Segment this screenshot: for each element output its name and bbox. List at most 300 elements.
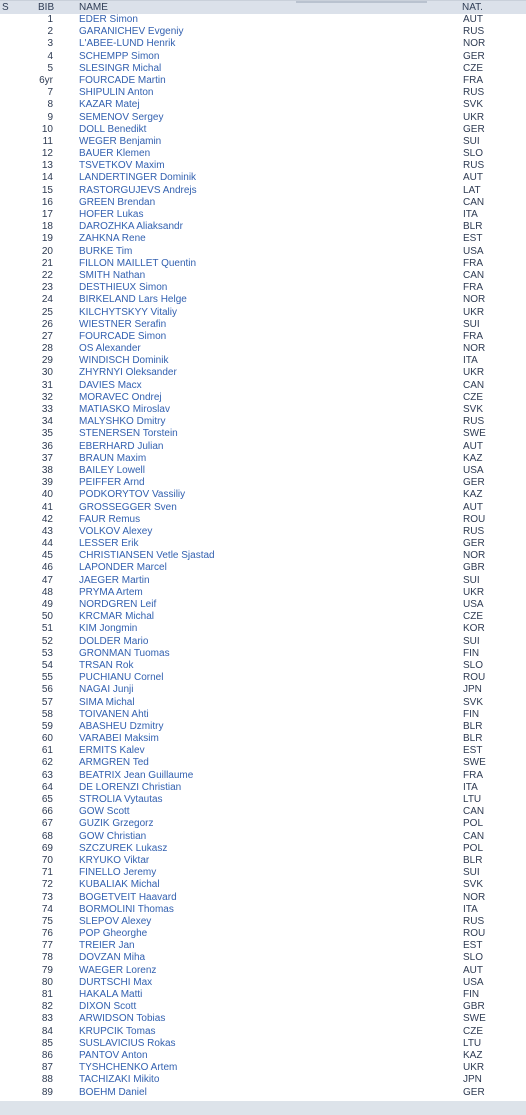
athlete-name-link[interactable]: BAILEY Lowell [79,464,145,476]
nation-cell: FIN [463,708,480,720]
bib-cell: 37 [41,452,53,464]
athlete-name-link[interactable]: FILLON MAILLET Quentin [79,257,197,269]
nation-cell: ROU [463,672,486,684]
table-row [0,855,526,867]
bib-cell: 39 [41,477,53,489]
nation-cell: JPN [463,1074,482,1086]
athlete-name-link[interactable]: DAVIES Macx [79,379,142,391]
athlete-name-link[interactable]: GRONMAN Tuomas [79,647,170,659]
nation-cell: LTU [463,794,482,805]
athlete-name-link[interactable]: FINELLO Jeremy [79,867,157,879]
bib-cell: 14 [41,172,53,184]
nation-cell: NOR [463,343,486,355]
bib-cell: 75 [41,915,53,927]
table-row [0,355,526,367]
bib-cell: 57 [41,696,53,708]
bib-cell: 43 [41,525,53,537]
athlete-name-link[interactable]: ARMGREN Ted [79,757,149,769]
nation-cell: USA [463,245,484,257]
bib-cell: 10 [41,123,53,135]
athlete-name-link[interactable]: RASTORGUJEVS Andrejs [79,184,197,196]
table-row [0,233,526,245]
nation-cell: SVK [463,99,484,111]
footer-bar [0,1101,526,1115]
bib-cell: 66 [41,806,53,818]
nation-cell: POL [463,818,484,830]
athlete-name-link[interactable]: KAZAR Matej [79,99,140,111]
bib-cell: 24 [41,294,53,306]
athlete-name-link[interactable]: PANTOV Anton [79,1049,148,1061]
athlete-name-link[interactable]: STROLIA Vytautas [79,794,163,805]
athlete-name-link[interactable]: ZAHKNA Rene [79,233,146,245]
nation-cell: BLR [463,854,483,866]
bib-cell: 4 [47,50,53,62]
table-row [0,611,526,623]
table-row [0,428,526,440]
table-row [0,465,526,477]
bib-cell: 81 [41,989,53,1000]
athlete-name-link[interactable]: FOURCADE Martin [79,74,166,86]
bib-cell: 19 [41,233,53,245]
athlete-name-link[interactable]: OS Alexander [79,343,141,355]
nation-cell: SLO [463,952,484,964]
athlete-name-link[interactable]: GREEN Brendan [79,196,156,208]
table-row [0,502,526,514]
nation-cell: FRA [463,257,483,269]
table-row [0,380,526,392]
nation-cell: CZE [463,62,483,74]
nation-cell: BLR [463,733,483,745]
bib-cell: 40 [41,489,53,501]
column-header-s[interactable]: S [2,2,9,13]
athlete-name-link[interactable]: DOLL Benedikt [79,123,147,135]
bib-cell: 51 [41,623,53,635]
bib-cell: 77 [41,940,53,952]
table-row [0,1087,526,1099]
bib-cell: 48 [41,586,53,598]
bib-cell: 35 [41,428,53,440]
table-row [0,270,526,282]
athlete-name-link[interactable]: KILCHYTSKYY Vitaliy [79,306,178,318]
bib-cell: 22 [41,269,53,281]
table-row [0,989,526,1001]
bib-cell: 74 [41,903,53,915]
table-row [0,794,526,806]
nation-cell: GBR [463,1001,485,1013]
athlete-name-link[interactable]: NORDGREN Leif [79,599,157,610]
nation-cell: SVK [463,879,484,891]
bib-cell: 34 [41,416,53,428]
nation-cell: LAT [463,184,481,196]
bib-cell: 55 [41,672,53,684]
athlete-name-link[interactable]: BAUER Klemen [79,148,151,160]
bib-cell: 54 [41,659,53,671]
table-row [0,514,526,526]
athlete-name-link[interactable]: EBERHARD Julian [79,440,164,452]
athlete-name-link[interactable]: WIESTNER Serafin [79,318,167,330]
athlete-name-link[interactable]: SIMA Michal [79,696,135,708]
nation-cell: SLO [463,659,484,671]
athlete-name-link[interactable]: ERMITS Kalev [79,745,145,757]
table-row [0,623,526,635]
nation-cell: NOR [463,294,486,306]
table-row [0,550,526,562]
table-row [0,818,526,830]
athlete-name-link[interactable]: TYSHCHENKO Artem [79,1062,178,1074]
nation-cell: AUT [463,501,483,513]
athlete-name-link[interactable]: MALYSHKO Dmitry [79,416,166,428]
table-row [0,636,526,648]
nation-cell: UKR [463,367,485,379]
nation-cell: ITA [463,355,478,367]
table-row [0,684,526,696]
nation-cell: EST [463,233,483,245]
athlete-name-link[interactable]: GARANICHEV Evgeniy [79,26,184,38]
nation-cell: AUT [463,14,483,25]
bib-cell: 60 [41,733,53,745]
bib-cell: 52 [41,635,53,647]
athlete-name-link[interactable]: DAROZHKA Aliaksandr [79,221,183,233]
bib-cell: 71 [41,867,53,879]
table-row [0,1038,526,1050]
athlete-name-link[interactable]: BOEHM Daniel [79,1086,147,1098]
athlete-name-link[interactable]: VOLKOV Alexey [79,525,153,537]
table-row [0,965,526,977]
bib-cell: 8 [47,99,53,111]
athlete-name-link[interactable]: BRAUN Maxim [79,452,147,464]
bib-cell: 53 [41,647,53,659]
athlete-name-link[interactable]: VARABEI Maksim [79,733,159,745]
table-row [0,294,526,306]
table-row [0,1074,526,1086]
athlete-name-link[interactable]: JAEGER Martin [79,574,150,586]
table-row [0,392,526,404]
nation-cell: ITA [463,781,478,793]
athlete-name-link[interactable]: SCHEMPP Simon [79,50,160,62]
bib-cell: 58 [41,708,53,720]
nation-cell: CZE [463,1025,483,1037]
athlete-name-link[interactable]: SZCZUREK Lukasz [79,842,168,854]
table-row [0,660,526,672]
nation-cell: GER [463,477,485,489]
nation-cell: LTU [463,1037,482,1049]
nation-cell: USA [463,599,484,610]
table-row [0,38,526,50]
nation-cell: SUI [463,867,480,879]
athlete-name-link[interactable]: GROSSEGGER Sven [79,501,177,513]
nation-cell: SWE [463,757,486,769]
nation-cell: EST [463,745,483,757]
athlete-name-link[interactable]: TACHIZAKI Mikito [79,1074,160,1086]
athlete-name-link[interactable]: KUBALIAK Michal [79,879,160,891]
athlete-name-link[interactable]: SLEPOV Alexey [79,915,152,927]
bib-cell: 23 [41,282,53,294]
athlete-name-link[interactable]: SUSLAVICIUS Rokas [79,1037,176,1049]
table-row [0,441,526,453]
nation-cell: POL [463,842,484,854]
athlete-name-link[interactable]: SLESINGR Michal [79,62,162,74]
bib-cell: 79 [41,964,53,976]
athlete-name-link[interactable]: SHIPULIN Anton [79,87,154,99]
nation-cell: RUS [463,160,485,172]
athlete-name-link[interactable]: SEMENOV Sergey [79,111,164,123]
table-row [0,258,526,270]
nation-cell: SWE [463,1013,486,1025]
table-row [0,75,526,87]
bib-cell: 88 [41,1074,53,1086]
nation-cell: ROU [463,513,486,525]
bib-cell: 29 [41,355,53,367]
table-row [0,453,526,465]
bib-cell: 61 [41,745,53,757]
table-row [0,977,526,989]
bib-cell: 49 [41,599,53,610]
athlete-name-link[interactable]: BORMOLINI Thomas [79,903,174,915]
athlete-name-link[interactable]: ABASHEU Dzmitry [79,720,164,732]
nation-cell: AUT [463,172,483,184]
athlete-name-link[interactable]: ARWIDSON Tobias [79,1013,166,1025]
nation-cell: USA [463,976,484,988]
header-tab-indicator [296,1,427,3]
bib-cell: 86 [41,1049,53,1061]
athlete-name-link[interactable]: KRUPCIK Tomas [79,1025,156,1037]
bib-cell: 30 [41,367,53,379]
bib-cell: 56 [41,684,53,696]
table-row [0,51,526,63]
table-row [0,648,526,660]
bib-cell: 1 [47,14,53,25]
bib-cell: 65 [41,794,53,805]
bib-cell: 2 [47,26,53,38]
athlete-name-link[interactable]: DIXON Scott [79,1001,137,1013]
table-row [0,221,526,233]
table-row [0,721,526,733]
bib-cell: 18 [41,221,53,233]
nation-cell: NOR [463,550,486,562]
bib-cell: 62 [41,757,53,769]
bib-cell: 11 [42,135,53,147]
table-row [0,185,526,197]
nation-cell: KAZ [463,452,483,464]
athlete-name-link[interactable]: BEATRIX Jean Guillaume [79,769,194,781]
athlete-name-link[interactable]: FAUR Remus [79,513,141,525]
nation-cell: RUS [463,26,485,38]
table-row [0,14,526,26]
bib-cell: 50 [41,611,53,623]
bib-cell: 15 [41,184,53,196]
nation-cell: FRA [463,330,483,342]
nation-cell: FRA [463,282,483,294]
athlete-name-link[interactable]: LESSER Erik [79,538,139,550]
table-row [0,843,526,855]
nation-cell: CAN [463,806,485,818]
athlete-name-link[interactable]: HAKALA Matti [79,989,143,1000]
column-header-bib[interactable]: BIB [38,2,55,13]
athlete-name-link[interactable]: HOFER Lukas [79,209,144,220]
bib-cell: 85 [41,1037,53,1049]
column-header-nat[interactable]: NAT. [462,2,483,13]
bib-cell: 45 [41,550,53,562]
table-row [0,477,526,489]
athlete-name-link[interactable]: PODKORYTOV Vassiliy [79,489,186,501]
table-row [0,99,526,111]
athlete-name-link[interactable]: TRSAN Rok [79,659,134,671]
column-header-name[interactable]: NAME [79,2,108,13]
athlete-name-link[interactable]: WEGER Benjamin [79,135,162,147]
table-row [0,367,526,379]
athlete-name-link[interactable]: TREIER Jan [79,940,135,952]
nation-cell: UKR [463,1062,485,1074]
nation-cell: RUS [463,416,485,428]
table-row [0,282,526,294]
athlete-name-link[interactable]: WINDISCH Dominik [79,355,169,367]
bib-cell: 28 [41,343,53,355]
table-row [0,1013,526,1025]
athlete-name-link[interactable]: POP Gheorghe [79,928,148,940]
table-row [0,672,526,684]
bib-cell: 13 [41,160,53,172]
nation-cell: CAN [463,196,485,208]
athlete-name-link[interactable]: DE LORENZI Christian [79,781,182,793]
nation-cell: USA [463,464,484,476]
bib-cell: 38 [41,464,53,476]
nation-cell: NOR [463,38,486,50]
table-row [0,709,526,721]
table-row [0,1026,526,1038]
bib-cell: 20 [41,245,53,257]
bib-cell: 5 [47,62,53,74]
bib-cell: 89 [41,1086,53,1098]
athlete-name-link[interactable]: DURTSCHI Max [79,976,153,988]
bib-cell: 84 [41,1025,53,1037]
athlete-name-link[interactable]: ZHYRNYI Oleksander [79,367,177,379]
athlete-name-link[interactable]: LAPONDER Marcel [79,562,167,574]
athlete-name-link[interactable]: PRYMA Artem [79,586,143,598]
nation-cell: GER [463,538,485,550]
athlete-name-link[interactable]: WAEGER Lorenz [79,964,157,976]
table-row [0,697,526,709]
bib-cell: 83 [41,1013,53,1025]
bib-cell: 16 [41,196,53,208]
athlete-name-link[interactable]: SMITH Nathan [79,269,146,281]
athlete-name-link[interactable]: GOW Christian [79,830,147,842]
athlete-name-link[interactable]: BURKE Tim [79,245,133,257]
nation-cell: SWE [463,428,486,440]
nation-cell: GBR [463,562,485,574]
table-row [0,136,526,148]
athlete-name-link[interactable]: NAGAI Junji [79,684,134,696]
table-row [0,87,526,99]
nation-cell: CZE [463,611,483,623]
nation-cell: UKR [463,111,485,123]
athlete-name-link[interactable]: MORAVEC Ondrej [79,391,162,403]
table-row [0,1062,526,1074]
nation-cell: SUI [463,135,480,147]
athlete-name-link[interactable]: LANDERTINGER Dominik [79,172,197,184]
nation-cell: ROU [463,928,486,940]
bib-cell: 21 [41,257,53,269]
table-row [0,246,526,258]
nation-cell: AUT [463,440,483,452]
bib-cell: 17 [41,209,53,220]
bib-cell: 47 [41,574,53,586]
table-row [0,952,526,964]
bib-cell: 78 [41,952,53,964]
nation-cell: UKR [463,306,485,318]
table-row [0,587,526,599]
bib-cell: 12 [41,148,53,160]
athlete-name-link[interactable]: DOVZAN Miha [79,952,146,964]
nation-cell: UKR [463,586,485,598]
table-row [0,879,526,891]
athlete-name-link[interactable]: EDER Simon [79,14,138,25]
athlete-name-link[interactable]: PEIFFER Arnd [79,477,145,489]
athlete-name-link[interactable]: GUZIK Grzegorz [79,818,154,830]
table-row [0,526,526,538]
athlete-name-link[interactable]: L'ABEE-LUND Henrik [79,38,176,50]
athlete-name-link[interactable]: FOURCADE Simon [79,330,167,342]
nation-cell: GER [463,1086,485,1098]
nation-cell: CAN [463,830,485,842]
athlete-name-link[interactable]: BIRKELAND Lars Helge [79,294,187,306]
nation-cell: FIN [463,647,480,659]
athlete-name-link[interactable]: DOLDER Mario [79,635,149,647]
bib-cell: 27 [41,330,53,342]
table-row [0,416,526,428]
nation-cell: FRA [463,74,483,86]
table-row [0,916,526,928]
nation-cell: CAN [463,269,485,281]
athlete-name-link[interactable]: STENERSEN Torstein [79,428,178,440]
table-row [0,307,526,319]
athlete-name-link[interactable]: KRCMAR Michal [79,611,155,623]
athlete-name-link[interactable]: KIM Jongmin [79,623,138,635]
athlete-name-link[interactable]: CHRISTIANSEN Vetle Sjastad [79,550,215,562]
table-row [0,63,526,75]
table-header [0,0,526,14]
nation-cell: EST [463,940,483,952]
nation-cell: FIN [463,989,480,1000]
athlete-name-link[interactable]: BOGETVEIT Haavard [79,891,177,903]
athlete-name-link[interactable]: DESTHIEUX Simon [79,282,168,294]
athlete-name-link[interactable]: TOIVANEN Ahti [79,708,149,720]
bib-cell: 44 [41,538,53,550]
nation-cell: KAZ [463,1049,483,1061]
table-row [0,197,526,209]
athlete-name-link[interactable]: KRYUKO Viktar [79,854,150,866]
bib-cell: 70 [41,854,53,866]
nation-cell: JPN [463,684,482,696]
nation-cell: KAZ [463,489,483,501]
table-row [0,1001,526,1013]
table-row [0,26,526,38]
table-row [0,209,526,221]
nation-cell: KOR [463,623,485,635]
athlete-name-link[interactable]: TSVETKOV Maxim [79,160,165,172]
table-row [0,331,526,343]
table-row [0,867,526,879]
table-row [0,782,526,794]
nation-cell: CAN [463,379,485,391]
bib-cell: 76 [41,928,53,940]
athlete-name-link[interactable]: PUCHIANU Cornel [79,672,164,684]
athlete-name-link[interactable]: MATIASKO Miroslav [79,404,170,415]
bib-cell: 42 [41,513,53,525]
athlete-name-link[interactable]: GOW Scott [79,806,130,818]
table-row [0,892,526,904]
nation-cell: RUS [463,915,485,927]
nation-cell: NOR [463,891,486,903]
